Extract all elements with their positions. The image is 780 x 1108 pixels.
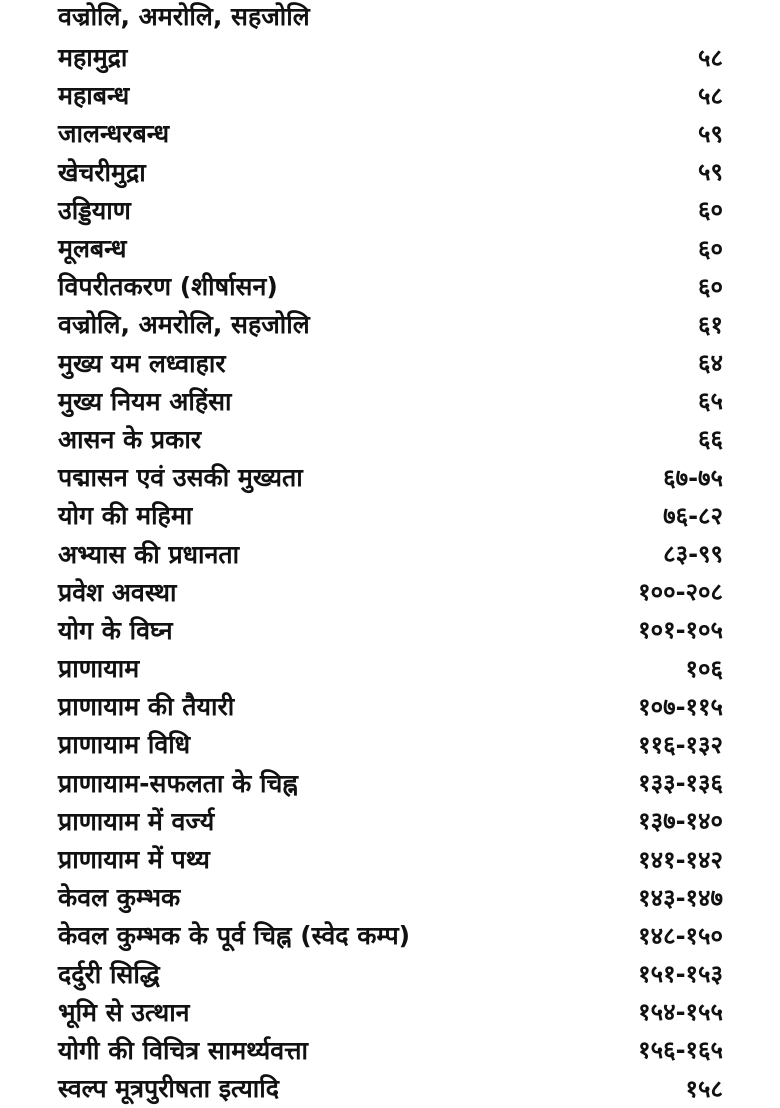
toc-entry bbox=[58, 191, 723, 229]
toc-entry-title: मुख्य नियम अहिंसा bbox=[58, 386, 232, 416]
toc-entry-page: १४३-१४७ bbox=[638, 883, 723, 912]
toc-entry-title: योग की महिमा bbox=[58, 501, 193, 531]
toc-entry-title: प्राणायाम bbox=[58, 654, 140, 684]
toc-entry-page: १४१-१४२ bbox=[638, 845, 723, 874]
table-of-contents bbox=[58, 38, 723, 1107]
toc-entry bbox=[58, 496, 723, 534]
toc-entry-page: १०६ bbox=[685, 654, 723, 683]
toc-entry-page: १५४-१५५ bbox=[638, 998, 723, 1027]
toc-entry bbox=[58, 802, 723, 840]
toc-entry-page: ५९ bbox=[698, 158, 723, 187]
toc-entry-title: प्राणायाम में पथ्य bbox=[58, 845, 210, 875]
toc-entry bbox=[58, 878, 723, 916]
toc-entry-title: योगी की विचित्र सामर्थ्यवत्ता bbox=[58, 1035, 308, 1065]
toc-entry-page: ७६-८२ bbox=[663, 501, 723, 530]
toc-entry-page: ६७-७५ bbox=[663, 463, 723, 492]
toc-entry-page: ११६-१३२ bbox=[638, 730, 723, 759]
toc-entry bbox=[58, 840, 723, 878]
toc-entry-title: केवल कुम्भक के पूर्व चिह्न (स्वेद कम्प) bbox=[58, 921, 411, 951]
toc-entry-title: खेचरीमुद्रा bbox=[58, 157, 146, 187]
toc-entry-page: ६० bbox=[698, 272, 723, 301]
toc-entry-title: दर्दुरी सिद्धि bbox=[58, 959, 160, 989]
toc-entry-title: प्राणायाम की तैयारी bbox=[58, 692, 235, 722]
toc-entry bbox=[58, 153, 723, 191]
toc-entry-page: १४८-१५० bbox=[638, 921, 723, 950]
toc-entry-page: १५८ bbox=[685, 1074, 723, 1103]
toc-entry bbox=[58, 76, 723, 114]
toc-entry-title: भूमि से उत्थान bbox=[58, 997, 190, 1027]
toc-entry bbox=[58, 229, 723, 267]
toc-entry-title: योग के विघ्न bbox=[58, 615, 173, 645]
toc-entry bbox=[58, 534, 723, 572]
toc-entry bbox=[58, 993, 723, 1031]
toc-entry-page: ६० bbox=[698, 196, 723, 225]
toc-entry-title: आसन के प्रकार bbox=[58, 424, 202, 454]
toc-entry-title: केवल कुम्भक bbox=[58, 883, 181, 913]
toc-entry bbox=[58, 725, 723, 763]
toc-entry-title: उड्डियाण bbox=[58, 195, 131, 225]
toc-entry-page: १००-२०८ bbox=[638, 578, 723, 607]
toc-entry-page: ५८ bbox=[698, 43, 723, 72]
toc-entry-title: प्रवेश अवस्था bbox=[58, 577, 177, 607]
toc-entry-page: ५९ bbox=[698, 119, 723, 148]
toc-entry-title: पद्मासन एवं उसकी मुख्यता bbox=[58, 463, 303, 493]
toc-entry-page: १५१-१५३ bbox=[638, 960, 723, 989]
toc-entry-title: महामुद्रा bbox=[58, 43, 128, 73]
toc-entry-page: १०१-१०५ bbox=[638, 616, 723, 645]
toc-entry bbox=[58, 458, 723, 496]
toc-entry bbox=[58, 420, 723, 458]
toc-entry-page: ६५ bbox=[698, 387, 723, 416]
toc-entry bbox=[58, 267, 723, 305]
toc-entry bbox=[58, 955, 723, 993]
toc-entry bbox=[58, 1069, 723, 1107]
toc-entry bbox=[58, 611, 723, 649]
toc-entry-title: प्राणायाम विधि bbox=[58, 730, 191, 760]
toc-entry bbox=[58, 687, 723, 725]
toc-entry bbox=[58, 114, 723, 152]
toc-entry bbox=[58, 764, 723, 802]
toc-entry bbox=[58, 382, 723, 420]
toc-entry-title: अभ्यास की प्रधानता bbox=[58, 539, 240, 569]
toc-entry bbox=[58, 916, 723, 954]
toc-entry-page: १५६-१६५ bbox=[638, 1036, 723, 1065]
toc-entry bbox=[58, 573, 723, 611]
toc-entry-title: जालन्धरबन्ध bbox=[58, 119, 170, 149]
toc-entry-title: मूलबन्ध bbox=[58, 234, 127, 264]
toc-entry bbox=[58, 649, 723, 687]
toc-entry-page: ५८ bbox=[698, 81, 723, 110]
toc-entry-page: ६४ bbox=[698, 349, 723, 378]
toc-entry bbox=[58, 38, 723, 76]
toc-entry-page: ६६ bbox=[698, 425, 723, 454]
toc-entry-title: मुख्य यम लध्वाहार bbox=[58, 348, 226, 378]
toc-entry-title: महाबन्ध bbox=[58, 81, 130, 111]
toc-entry-title: प्राणायाम-सफलता के चिह्न bbox=[58, 768, 298, 798]
toc-entry-page: ८३-९९ bbox=[663, 540, 723, 569]
toc-entry bbox=[58, 305, 723, 343]
toc-entry-title: प्राणायाम में वर्ज्य bbox=[58, 806, 215, 836]
toc-entry-title: विपरीतकरण (शीर्षासन) bbox=[58, 272, 278, 302]
toc-entry-title: वज्रोलि, अमरोलि, सहजोलि bbox=[58, 310, 310, 340]
toc-entry bbox=[58, 1031, 723, 1069]
toc-entry-page: ६१ bbox=[698, 310, 723, 339]
toc-entry bbox=[58, 344, 723, 382]
toc-entry-page: १३३-१३६ bbox=[638, 769, 723, 798]
continued-heading: वज्रोलि, अमरोलि, सहजोलि bbox=[58, 2, 310, 31]
toc-entry-page: १३७-१४० bbox=[638, 807, 723, 836]
toc-entry-title: स्वल्प मूत्रपुरीषता इत्यादि bbox=[58, 1074, 280, 1104]
toc-entry-page: १०७-११५ bbox=[638, 692, 723, 721]
toc-entry-page: ६० bbox=[698, 234, 723, 263]
